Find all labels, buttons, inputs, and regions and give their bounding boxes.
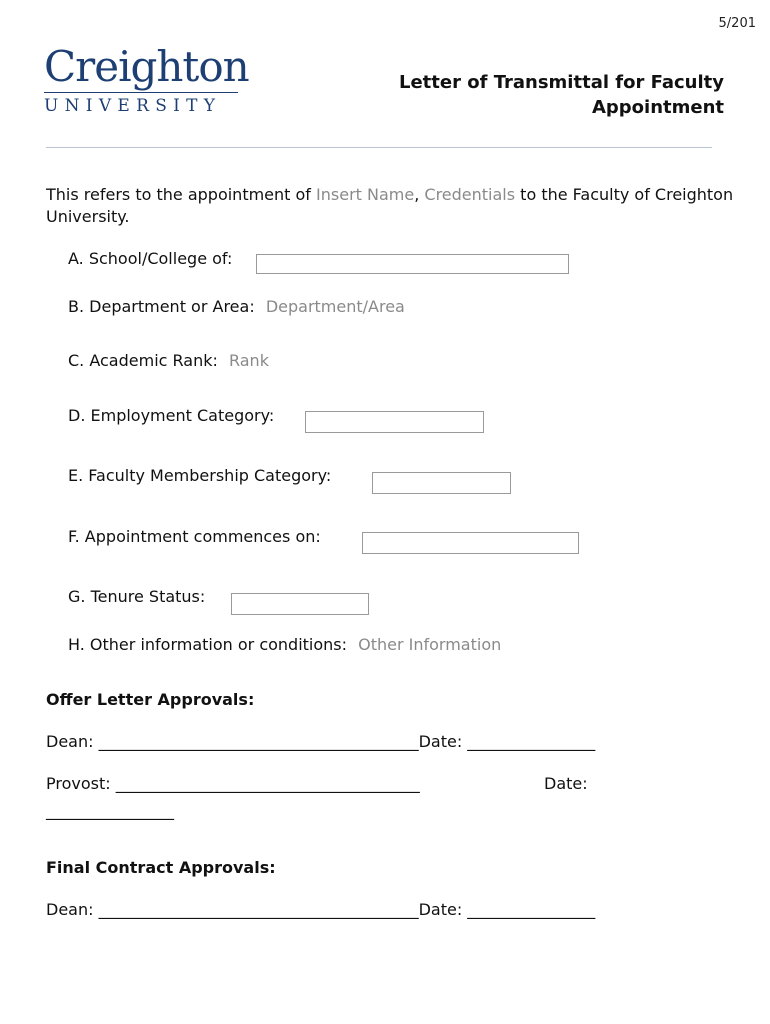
header-divider [46,147,712,148]
logo-rule [44,92,238,93]
other-info-label: H. Other information or conditions: [68,635,348,654]
offer-approvals-heading: Offer Letter Approvals: [46,690,255,709]
commences-label: F. Appointment commences on: [68,527,321,546]
tenure-status-label: G. Tenure Status: [68,587,206,606]
tenure-status-input[interactable] [231,593,369,615]
membership-category-input[interactable] [372,472,511,494]
logo-wordmark: Creighton [44,42,249,91]
title-line-1: Letter of Transmittal for Faculty [399,72,724,93]
department-row [68,296,405,318]
title-line-2: Appointment [591,97,724,118]
intro-text-after: to the Faculty of Creighton University. [46,185,734,226]
membership-category-label: E. Faculty Membership Category: [68,466,332,485]
intro-paragraph [46,184,736,228]
document-title [344,70,724,120]
commences-input[interactable] [362,532,579,554]
page-number: 5/201 [718,16,756,31]
final-dean-signature-line[interactable]: Dean: ________________________________________Date: ________________ [46,900,596,919]
employment-category-input[interactable] [305,411,484,433]
rank-row [68,350,269,372]
rank-field[interactable]: Rank [228,351,269,370]
other-info-row [68,634,501,656]
offer-dean-signature-line[interactable]: Dean: ________________________________________Date: ________________ [46,732,596,751]
other-info-field[interactable]: Other Information [358,635,502,654]
rank-label: C. Academic Rank: [68,351,218,370]
offer-provost-signature-line[interactable]: Provost: ______________________________________ [46,774,420,793]
school-college-label: A. School/College of: [68,249,233,268]
offer-provost-date-line[interactable]: ________________ [46,801,174,820]
intro-text-before: This refers to the appointment of [46,185,317,204]
credentials-field[interactable]: Credentials [424,185,516,204]
school-college-input[interactable] [256,254,569,274]
department-label: B. Department or Area: [68,297,255,316]
final-approvals-heading: Final Contract Approvals: [46,858,276,877]
intro-comma: , [414,185,425,204]
logo-subtitle: UNIVERSITY [44,96,222,116]
creighton-logo [44,42,249,116]
employment-category-label: D. Employment Category: [68,406,275,425]
offer-provost-date-label: Date: [544,774,588,793]
name-field[interactable]: Insert Name [316,185,415,204]
department-field[interactable]: Department/Area [265,297,405,316]
